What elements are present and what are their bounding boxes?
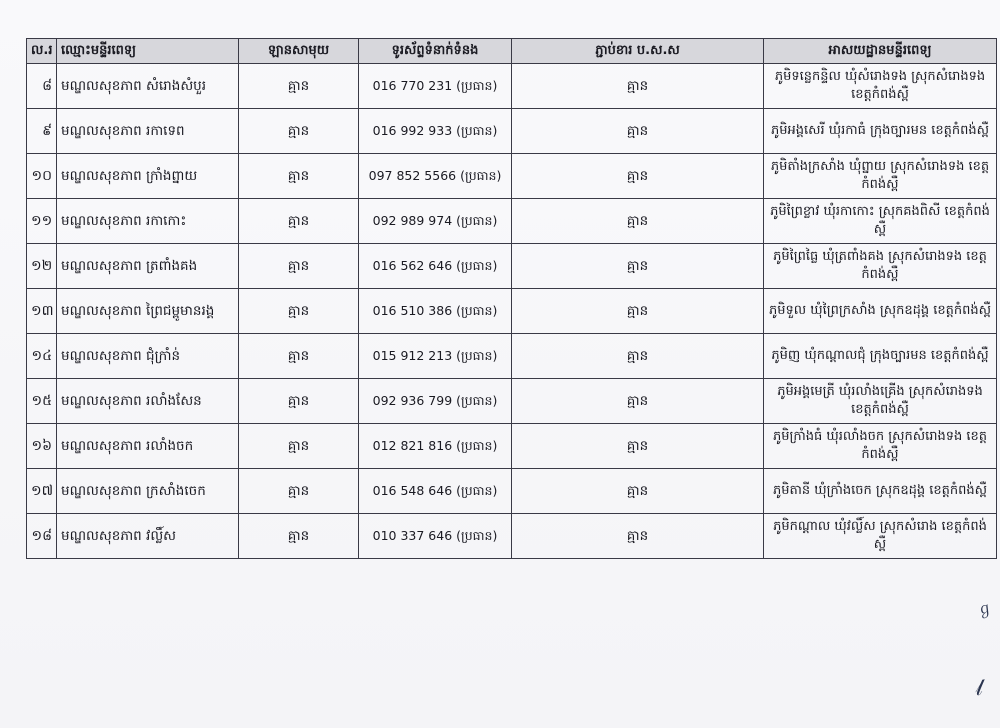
header-no: ល.រ [27, 39, 57, 64]
address-cell: ភូមិតាំងក្រសាំង ឃុំព្នាយ ស្រុកសំរោងទង ខេត្តកំពង់ស្ពឺ [764, 154, 997, 199]
phone-contact-cell: 016 548 646 (ប្រធាន) [359, 469, 512, 514]
admin-value-cell: គ្មាន [239, 244, 359, 289]
phone-contact-cell: 015 912 213 (ប្រធាន) [359, 334, 512, 379]
row-number-cell: ១១ [27, 199, 57, 244]
contract-status-cell: គ្មាន [512, 334, 764, 379]
admin-value-cell: គ្មាន [239, 109, 359, 154]
center-name-cell: មណ្ឌលសុខភាព រកាកោះ [57, 199, 239, 244]
admin-value-cell: គ្មាន [239, 469, 359, 514]
address-cell: ភូមិក្រាំងធំ ឃុំរលាំងចក ស្រុកសំរោងទង ខេត្តកំពង់ស្ពឺ [764, 424, 997, 469]
phone-contact-cell: 092 989 974 (ប្រធាន) [359, 199, 512, 244]
table-row [27, 199, 997, 244]
table-row [27, 424, 997, 469]
contract-status-cell: គ្មាន [512, 469, 764, 514]
handwritten-initial-mark: ℊ [973, 596, 995, 620]
row-number-cell: ១០ [27, 154, 57, 199]
center-name-cell: មណ្ឌលសុខភាព ក្រាំងព្នាយ [57, 154, 239, 199]
table-row [27, 469, 997, 514]
contract-status-cell: គ្មាន [512, 424, 764, 469]
address-cell: ភូមិព្រៃធ្លៃ ឃុំត្រពាំងគង ស្រុកសំរោងទង ខេត្តកំពង់ស្ពឺ [764, 244, 997, 289]
table-row [27, 109, 997, 154]
header-admin: ឡានសាមុយ [239, 39, 359, 64]
header-name: ឈ្មោះមន្ទីរពេទ្យ [57, 39, 239, 64]
center-name-cell: មណ្ឌលសុខភាព រកាទេព [57, 109, 239, 154]
admin-value-cell: គ្មាន [239, 424, 359, 469]
table-body [27, 64, 997, 559]
table-row [27, 244, 997, 289]
row-number-cell: ១៥ [27, 379, 57, 424]
address-cell: ភូមិញ ឃុំកណ្តាលជុំ ក្រុងច្បារមន ខេត្តកំពង់ស្ពឺ [764, 334, 997, 379]
contract-status-cell: គ្មាន [512, 244, 764, 289]
phone-contact-cell: 010 337 646 (ប្រធាន) [359, 514, 512, 559]
address-cell: ភូមិកណ្តាល ឃុំវល្លិ៍ស ស្រុកសំរោង ខេត្តកំពង់ស្ពឺ [764, 514, 997, 559]
contract-status-cell: គ្មាន [512, 109, 764, 154]
contract-status-cell: គ្មាន [512, 289, 764, 334]
contract-status-cell: គ្មាន [512, 199, 764, 244]
center-name-cell: មណ្ឌលសុខភាព រលាំងសែន [57, 379, 239, 424]
admin-value-cell: គ្មាន [239, 334, 359, 379]
address-cell: ភូមិទន្លេកន្ទិល ឃុំសំរោងទង ស្រុកសំរោងទង ខេត្តកំពង់ស្ពឺ [764, 64, 997, 109]
phone-contact-cell: 016 770 231 (ប្រធាន) [359, 64, 512, 109]
table-header [27, 39, 997, 64]
contract-status-cell: គ្មាន [512, 514, 764, 559]
center-name-cell: មណ្ឌលសុខភាព ត្រពាំងគង [57, 244, 239, 289]
address-cell: ភូមិទួល ឃុំព្រៃក្រសាំង ស្រុកឧដុង្គ ខេត្តកំពង់ស្ពឺ [764, 289, 997, 334]
row-number-cell: ១៨ [27, 514, 57, 559]
admin-value-cell: គ្មាន [239, 289, 359, 334]
phone-contact-cell: 016 510 386 (ប្រធាន) [359, 289, 512, 334]
table-row [27, 514, 997, 559]
header-tel: ទូរស័ព្ទទំនាក់ទំនង [359, 39, 512, 64]
phone-contact-cell: 016 562 646 (ប្រធាន) [359, 244, 512, 289]
table-row [27, 379, 997, 424]
table-row [27, 334, 997, 379]
table-row [27, 154, 997, 199]
contract-status-cell: គ្មាន [512, 154, 764, 199]
admin-value-cell: គ្មាន [239, 379, 359, 424]
row-number-cell: ៩ [27, 109, 57, 154]
row-number-cell: ៨ [27, 64, 57, 109]
table-row [27, 64, 997, 109]
center-name-cell: មណ្ឌលសុខភាព ជុំក្រាំន់ [57, 334, 239, 379]
address-cell: ភូមិតានី ឃុំក្រាំងចេក ស្រុកឧដុង្គ ខេត្តកំពង់ស្ពឺ [764, 469, 997, 514]
table-row [27, 289, 997, 334]
phone-contact-cell: 012 821 816 (ប្រធាន) [359, 424, 512, 469]
admin-value-cell: គ្មាន [239, 199, 359, 244]
header-row [27, 39, 997, 64]
contract-status-cell: គ្មាន [512, 379, 764, 424]
row-number-cell: ១២ [27, 244, 57, 289]
header-contract: ភ្ជាប់ខារ ប.ស.ស [512, 39, 764, 64]
address-cell: ភូមិអង្គសេរី ឃុំរកាធំ ក្រុងច្បារមន ខេត្តកំពង់ស្ពឺ [764, 109, 997, 154]
header-location: អាសយដ្ឋានមន្ទីរពេទ្យ [764, 39, 997, 64]
contract-status-cell: គ្មាន [512, 64, 764, 109]
admin-value-cell: គ្មាន [239, 154, 359, 199]
row-number-cell: ១៣ [27, 289, 57, 334]
center-name-cell: មណ្ឌលសុខភាព រលាំងចក [57, 424, 239, 469]
handwritten-signature-mark: 𝓁 [972, 675, 984, 702]
address-cell: ភូមិអង្គមេត្រី ឃុំរលាំងគ្រើង ស្រុកសំរោងទង ខេត្តកំពង់ស្ពឺ [764, 379, 997, 424]
row-number-cell: ១៤ [27, 334, 57, 379]
address-cell: ភូមិព្រៃខ្លាវ ឃុំរកាកោះ ស្រុកគងពិសី ខេត្តកំពង់ស្ពឺ [764, 199, 997, 244]
row-number-cell: ១៦ [27, 424, 57, 469]
center-name-cell: មណ្ឌលសុខភាព សំរោងសំបួរ [57, 64, 239, 109]
admin-value-cell: គ្មាន [239, 64, 359, 109]
center-name-cell: មណ្ឌលសុខភាព ព្រៃជម្ពូមានរង្គ [57, 289, 239, 334]
phone-contact-cell: 016 992 933 (ប្រធាន) [359, 109, 512, 154]
phone-contact-cell: 097 852 5566 (ប្រធាន) [359, 154, 512, 199]
admin-value-cell: គ្មាន [239, 514, 359, 559]
health-center-table [26, 38, 997, 559]
center-name-cell: មណ្ឌលសុខភាព ក្រសាំងចេក [57, 469, 239, 514]
phone-contact-cell: 092 936 799 (ប្រធាន) [359, 379, 512, 424]
center-name-cell: មណ្ឌលសុខភាព វល្លិ៍ស [57, 514, 239, 559]
row-number-cell: ១៧ [27, 469, 57, 514]
